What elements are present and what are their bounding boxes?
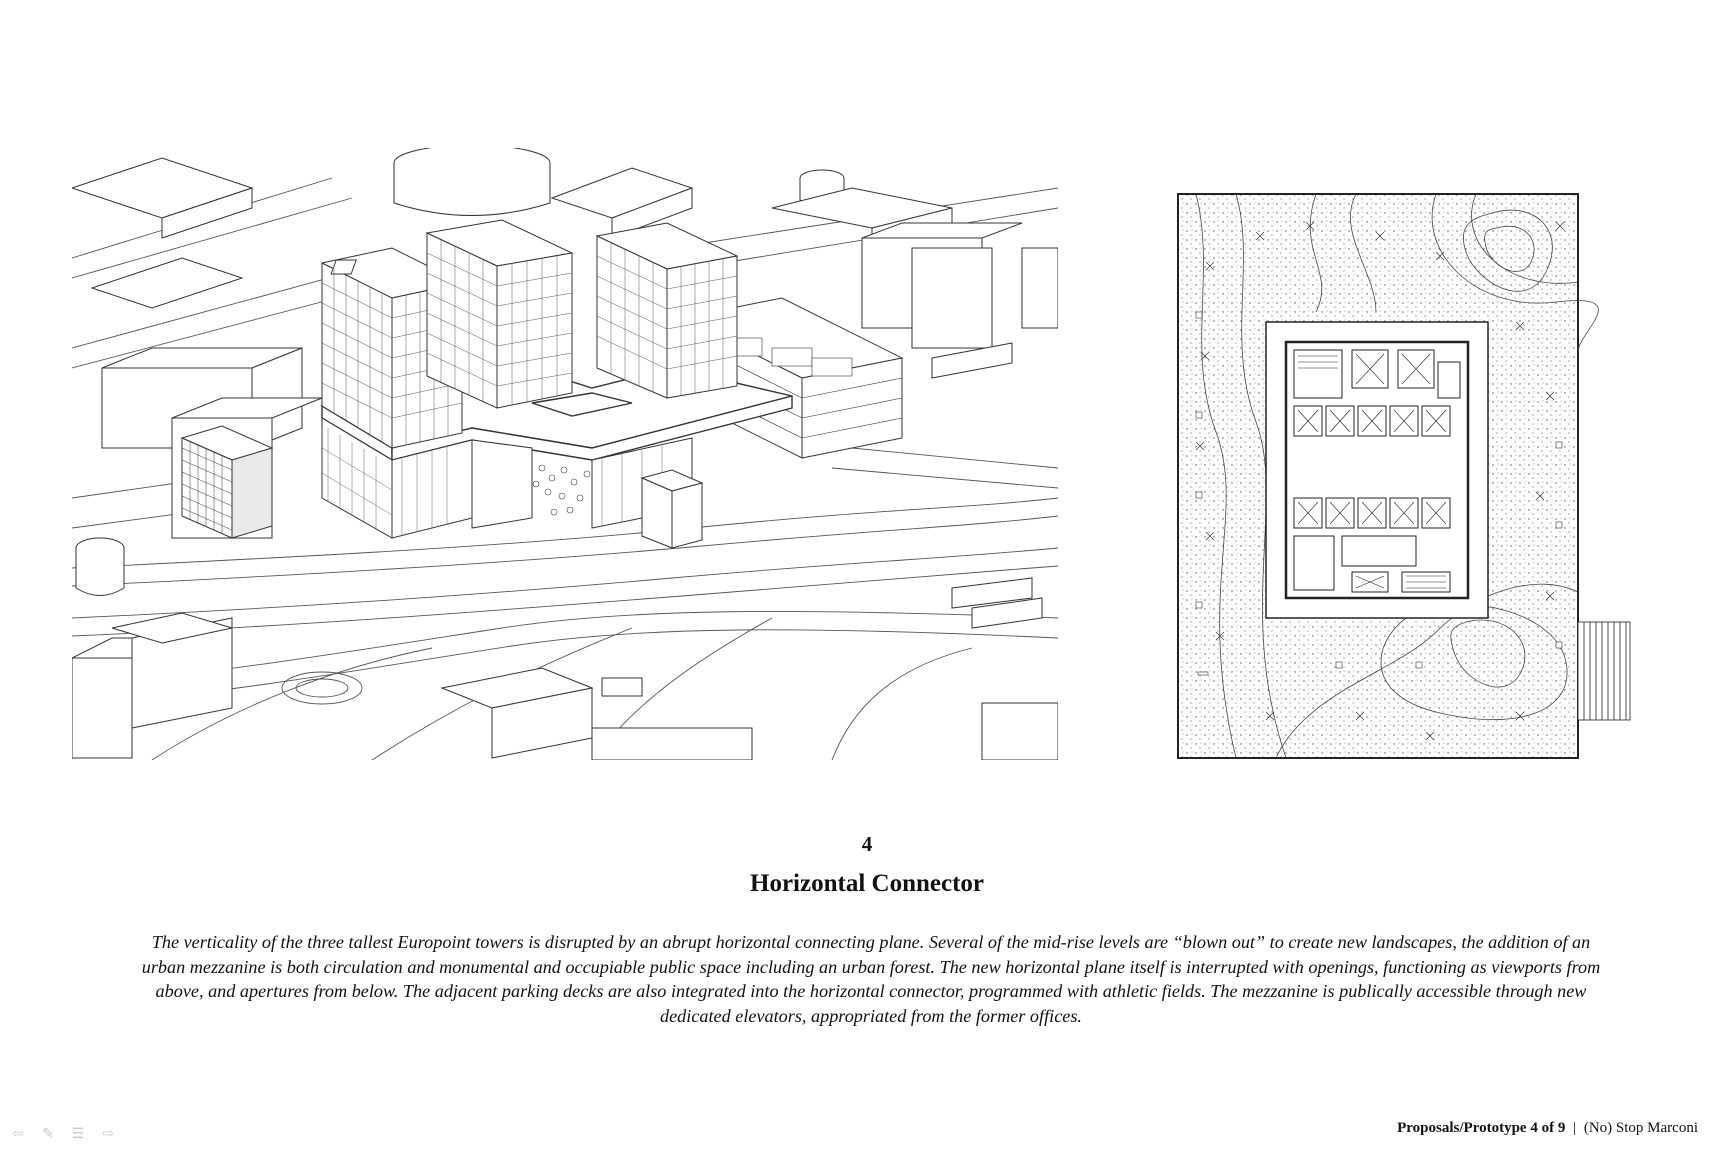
slide-number: 4 bbox=[861, 832, 873, 856]
forward-arrow-icon[interactable]: ⇨ bbox=[102, 1127, 114, 1142]
slide-nav bbox=[8, 1127, 118, 1143]
urban-forest bbox=[533, 465, 590, 515]
slide-title: Horizontal Connector bbox=[750, 870, 984, 897]
tower-core-plan bbox=[1266, 322, 1488, 618]
back-arrow-icon[interactable]: ⇦ bbox=[12, 1127, 24, 1142]
axonometric-drawing bbox=[72, 148, 1058, 760]
footer bbox=[1397, 1120, 1698, 1137]
footer-project: (No) Stop Marconi bbox=[1583, 1120, 1698, 1136]
tower-right bbox=[597, 223, 737, 398]
footer-separator: | bbox=[1573, 1120, 1577, 1136]
slide-body-text: The verticality of the three tallest Europoint towers is disrupted by an abrupt horizontal connecting plane. Several of the mid-rise levels are “blown out” to create new landscapes, the addition of an urban mezzanine is both circulation and monumental and occupiable public space including an urban forest. The new horizontal plane itself is interrupted with openings, functioning as viewports from above, and apertures from below. The adjacent parking decks are also integrated into the horizontal connector, programmed with athletic fields. The mezzanine is publically accessible through new dedicated elevators, appropriated from the former offices. bbox=[141, 932, 1601, 1026]
pen-icon[interactable]: ✎ bbox=[42, 1127, 54, 1142]
menu-icon[interactable]: ☰ bbox=[71, 1127, 85, 1142]
connector-bridge bbox=[1578, 622, 1630, 720]
floor-plan-drawing bbox=[1176, 192, 1632, 760]
footer-page: 4 of 9 bbox=[1530, 1120, 1566, 1136]
tower-middle bbox=[427, 220, 572, 408]
footer-section: Proposals/Prototype bbox=[1397, 1120, 1527, 1136]
